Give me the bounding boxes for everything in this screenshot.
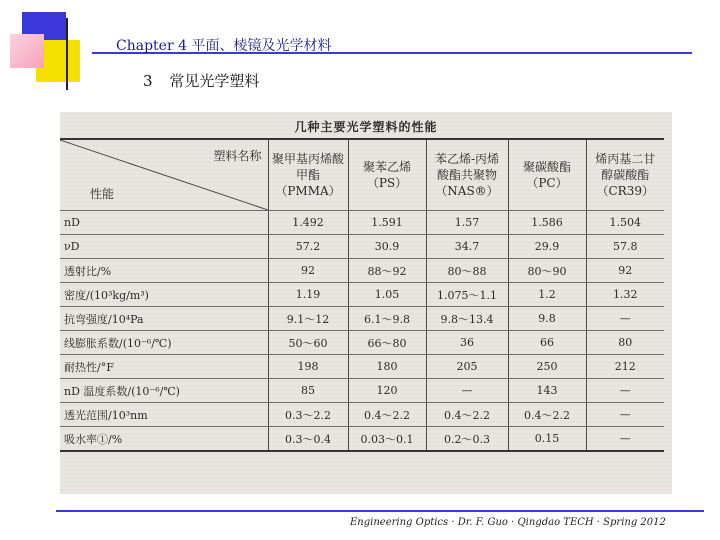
table-cell: 9.8 (508, 307, 586, 331)
column-header: 聚甲基丙烯酸甲酯（PMMA） (268, 139, 348, 211)
table-cell: 0.15 (508, 427, 586, 452)
table-row (60, 283, 664, 307)
row-label: nD (60, 211, 268, 235)
table-cell: 1.19 (268, 283, 348, 307)
table-row (60, 307, 664, 331)
table-row (60, 331, 664, 355)
row-label: nD 温度系数/(10⁻⁶/℃) (60, 379, 268, 403)
corner-bottom-label: 性能 (90, 187, 115, 201)
decor-pink-square (10, 34, 44, 68)
section-heading (143, 70, 259, 91)
row-label: 透射比/% (60, 259, 268, 283)
table-cell: 1.05 (348, 283, 426, 307)
footer-rule (56, 510, 704, 512)
table-cell: 66 (508, 331, 586, 355)
row-label: 密度/(10³kg/m³) (60, 283, 268, 307)
table-cell: 57.2 (268, 235, 348, 259)
table-cell: — (586, 427, 664, 452)
table-cell: 57.8 (586, 235, 664, 259)
row-label: 吸水率①/% (60, 427, 268, 452)
table-cell: 29.9 (508, 235, 586, 259)
table-cell: 30.9 (348, 235, 426, 259)
corner-top-label: 塑料名称 (213, 149, 262, 163)
table-cell: 9.8～13.4 (426, 307, 508, 331)
column-header: 苯乙烯-丙烯酸酯共聚物（NAS®） (426, 139, 508, 211)
table-cell: 1.57 (426, 211, 508, 235)
scanned-table-image (60, 112, 672, 494)
table-cell: 92 (268, 259, 348, 283)
table-cell: 0.4～2.2 (508, 403, 586, 427)
table-cell: 180 (348, 355, 426, 379)
table-cell: — (426, 379, 508, 403)
properties-table (60, 138, 664, 452)
section-title: 常见光学塑料 (169, 72, 260, 90)
table-cell: 36 (426, 331, 508, 355)
table-cell: 0.4～2.2 (426, 403, 508, 427)
table-cell: — (586, 379, 664, 403)
table-cell: 143 (508, 379, 586, 403)
table-cell: 205 (426, 355, 508, 379)
table-row (60, 235, 664, 259)
table-row (60, 403, 664, 427)
section-number: 3 (143, 72, 153, 90)
table-cell: 34.7 (426, 235, 508, 259)
table-cell: 80～88 (426, 259, 508, 283)
table-cell: 0.03～0.1 (348, 427, 426, 452)
table-cell: 0.4～2.2 (348, 403, 426, 427)
table-header-row (60, 139, 664, 211)
column-header: 聚苯乙烯（PS） (348, 139, 426, 211)
column-header: 烯丙基二甘醇碳酸酯（CR39） (586, 139, 664, 211)
table-cell: 1.504 (586, 211, 664, 235)
corner-cell (60, 139, 268, 211)
table-cell: 1.2 (508, 283, 586, 307)
table-cell: 120 (348, 379, 426, 403)
decor-vertical-line (66, 18, 68, 90)
row-label: 透光范围/10³nm (60, 403, 268, 427)
table-row (60, 259, 664, 283)
table-cell: 85 (268, 379, 348, 403)
table-cell: 50～60 (268, 331, 348, 355)
column-header: 聚碳酸酯（PC） (508, 139, 586, 211)
table-cell: 1.32 (586, 283, 664, 307)
row-label: 线膨胀系数/(10⁻⁶/℃) (60, 331, 268, 355)
table-cell: 80～90 (508, 259, 586, 283)
table-cell: 0.3～2.2 (268, 403, 348, 427)
footer-credit: Engineering Optics · Dr. F. Guo · Qingdao TECH · Spring 2012 (350, 517, 666, 528)
table-cell: 9.1～12 (268, 307, 348, 331)
row-label: 耐热性/°F (60, 355, 268, 379)
row-label: νD (60, 235, 268, 259)
table-cell: 1.075～1.1 (426, 283, 508, 307)
table-cell: 1.586 (508, 211, 586, 235)
table-cell: 198 (268, 355, 348, 379)
table-row (60, 355, 664, 379)
table-cell: 250 (508, 355, 586, 379)
table-cell: — (586, 307, 664, 331)
table-cell: 88～92 (348, 259, 426, 283)
table-cell: 80 (586, 331, 664, 355)
table-row (60, 211, 664, 235)
table-cell: 1.591 (348, 211, 426, 235)
table-cell: — (586, 403, 664, 427)
table-cell: 0.3～0.4 (268, 427, 348, 452)
table-cell: 66～80 (348, 331, 426, 355)
table-title: 几种主要光学塑料的性能 (294, 120, 438, 134)
table-cell: 1.492 (268, 211, 348, 235)
table-cell: 212 (586, 355, 664, 379)
table-cell: 6.1～9.8 (348, 307, 426, 331)
table-row (60, 427, 664, 452)
table-cell: 92 (586, 259, 664, 283)
chapter-title: Chapter 4 平面、棱镜及光学材料 (116, 38, 332, 54)
table-cell: 0.2～0.3 (426, 427, 508, 452)
table-row (60, 379, 664, 403)
row-label: 抗弯强度/10⁴Pa (60, 307, 268, 331)
